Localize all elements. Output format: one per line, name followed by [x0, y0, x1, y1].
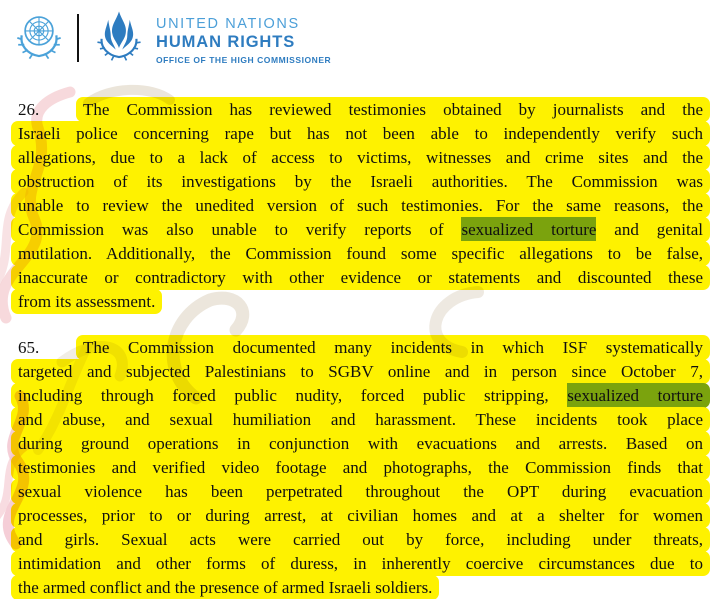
- unhcr-header: [0, 0, 723, 80]
- yellow-highlighted-text: the armed conflict and the presence of armed Israeli soldiers.: [11, 575, 439, 599]
- yellow-highlighted-text: including through forced public nudity, forced public stripping,: [11, 383, 567, 408]
- yellow-highlighted-text: mutilation. Additionally, the Commission found some specific allegations to be false,: [11, 241, 710, 266]
- text-line: [18, 480, 703, 504]
- text-line: [18, 122, 703, 146]
- text-line: [18, 290, 703, 314]
- yellow-highlighted-text: Israeli police concerning rape but has not been able to independently verify such: [11, 121, 710, 146]
- text-line: [18, 360, 703, 384]
- yellow-highlighted-text: intimidation and other forms of duress, in inherently coercive circumstances due to: [11, 551, 710, 576]
- text-line: [18, 336, 703, 360]
- yellow-highlighted-text: and abuse, and sexual humiliation and harassment. These incidents took place: [11, 407, 710, 432]
- yellow-highlighted-text: The Commission documented many incidents in which ISF systematically: [76, 335, 710, 360]
- yellow-highlighted-text: inaccurate or contradictory with other evidence or statements and discounted these: [11, 265, 710, 290]
- paragraph-26: [18, 98, 703, 314]
- ohchr-flame-icon: [94, 9, 144, 67]
- yellow-highlighted-text: unable to review the unedited version of such testimonies. For the same reasons, the: [11, 193, 710, 218]
- yellow-highlighted-text: targeted and subjected Palestinians to SGBV online and in person since October 7,: [11, 359, 710, 384]
- text-line: [18, 408, 703, 432]
- yellow-highlighted-text: during ground operations in conjunction with evacuations and arrests. Based on: [11, 431, 710, 456]
- text-line: [18, 504, 703, 528]
- paragraph-number: 65.: [18, 338, 40, 357]
- text-line: [18, 242, 703, 266]
- org-office: OFFICE OF THE HIGH COMMISSIONER: [156, 55, 332, 65]
- text-line: [18, 384, 703, 408]
- text-line: [18, 170, 703, 194]
- yellow-highlighted-text: The Commission has reviewed testimonies obtained by journalists and the: [76, 97, 710, 122]
- yellow-highlighted-text: testimonies and verified video footage and photographs, the Commission finds that: [11, 455, 710, 480]
- text-line: [18, 528, 703, 552]
- text-line: [18, 98, 703, 122]
- text-line: [18, 266, 703, 290]
- yellow-highlighted-text: sexual violence has been perpetrated throughout the OPT during evacuation: [11, 479, 710, 504]
- yellow-highlighted-text: allegations, due to a lack of access to victims, witnesses and crime sites and the: [11, 145, 710, 170]
- text-line: [18, 194, 703, 218]
- org-dept: HUMAN RIGHTS: [156, 33, 296, 51]
- green-highlighted-text: sexualized torture: [461, 217, 596, 242]
- yellow-highlighted-text: Commission was also unable to verify reports of: [11, 217, 461, 242]
- text-line: [18, 432, 703, 456]
- logo-divider: [77, 14, 79, 62]
- text-line: [18, 218, 703, 242]
- paragraph-65: [18, 336, 703, 599]
- org-text-block: [156, 16, 331, 65]
- yellow-highlighted-text: obstruction of its investigations by the Israeli authorities. The Commission was: [11, 169, 710, 194]
- text-line: [18, 576, 703, 599]
- yellow-highlighted-text: processes, prior to or during arrest, at civilian homes and at a shelter for women: [11, 503, 710, 528]
- paragraph-number: 26.: [18, 100, 40, 119]
- un-emblem-icon: [13, 10, 65, 64]
- text-line: [18, 456, 703, 480]
- yellow-highlighted-text: from its assessment.: [11, 289, 162, 314]
- document-body: [18, 98, 703, 599]
- text-line: [18, 146, 703, 170]
- yellow-highlighted-text: and genital: [596, 217, 710, 242]
- text-line: [18, 552, 703, 576]
- org-name: UNITED NATIONS: [156, 16, 300, 32]
- yellow-highlighted-text: and girls. Sexual acts were carried out by force, including under threats,: [11, 527, 710, 552]
- green-highlighted-text: sexualized torture: [567, 383, 710, 408]
